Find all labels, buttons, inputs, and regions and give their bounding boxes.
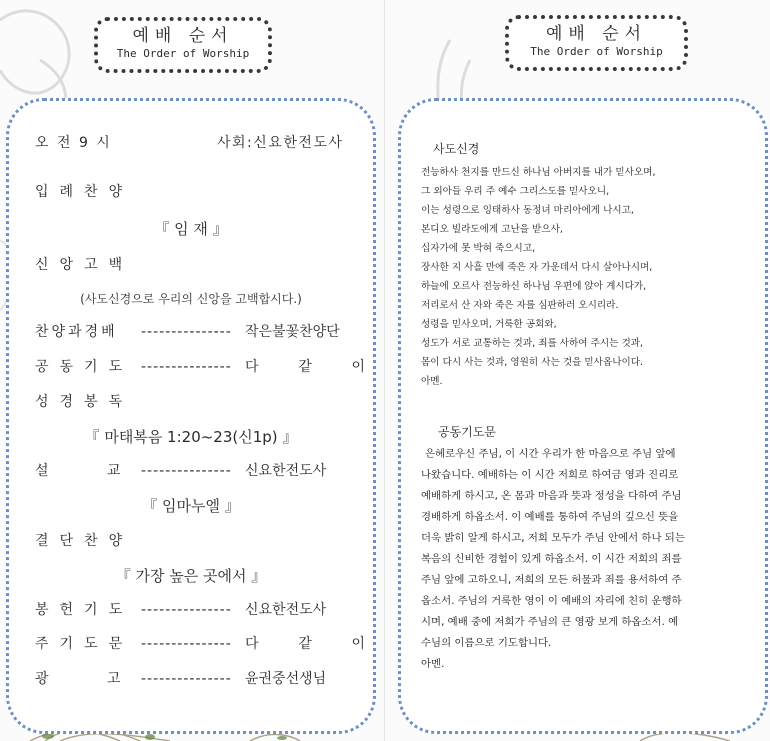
- lords-prayer-label: 주기도문: [35, 636, 134, 652]
- notice-label: 광 고: [35, 671, 121, 687]
- common-prayer-heading: 공동기도문: [438, 425, 496, 439]
- notice-value: 윤권중선생님: [245, 671, 327, 687]
- service-time: 오 전 9 시: [35, 135, 110, 151]
- creed-line: 성령을 믿사오며, 거룩한 공회와,: [421, 319, 557, 330]
- sermon-dashes: ---------------: [141, 463, 232, 479]
- praise-label: 찬양과경배: [35, 324, 118, 340]
- creed-line: 장사한 지 사흘 만에 죽은 자 가운데서 다시 살아나시며,: [421, 262, 653, 273]
- notice-dashes: ---------------: [141, 671, 232, 687]
- prayer-line: 은혜로우신 주님, 이 시간 우리가 한 마음으로 주님 앞에: [425, 448, 676, 460]
- prayer-dashes: ---------------: [141, 359, 232, 375]
- left-title-english: The Order of Worship: [116, 47, 250, 60]
- entrance-song-title: 『 임 재 』: [154, 220, 228, 238]
- offering-prayer-label: 봉헌기도: [35, 602, 134, 618]
- creed-line: 저리로서 산 자와 죽은 자를 심판하러 오시리라.: [421, 300, 619, 311]
- page-fold-line: [384, 0, 385, 741]
- praise-value: 작은불꽃찬양단: [245, 324, 340, 340]
- right-title-korean: 예배 순서: [545, 24, 648, 44]
- creed-line: 성도가 서로 교통하는 것과, 죄를 사하여 주시는 것과,: [421, 338, 644, 349]
- creed-line: 그 외아들 우리 주 예수 그리스도를 믿사오니,: [421, 186, 610, 197]
- prayer-line: 시며, 예배 중에 저희가 주님의 큰 영광 보게 하옵소서. 예: [421, 616, 679, 628]
- decision-hymn-label: 결단찬양: [35, 533, 134, 549]
- prayer-line: 수님의 이름으로 기도합니다.: [421, 637, 552, 649]
- prayer-label: 공동기도: [35, 359, 134, 375]
- sermon-title: 『 임마누엘 』: [142, 497, 240, 515]
- prayer-line: 나왔습니다. 예배하는 이 시간 저희로 하여금 영과 진리로: [421, 469, 679, 481]
- reading-passage: 『 마태복음 1:20~23(신1p) 』: [84, 428, 298, 446]
- creed-line: 몸이 다시 사는 것과, 영원히 사는 것을 믿사옵나이다.: [421, 357, 644, 368]
- right-title-box: [505, 15, 688, 71]
- presider: 사회:신요한전도사: [217, 135, 344, 151]
- decision-song-title: 『 가장 높은 곳에서 』: [115, 567, 267, 585]
- prayer-line: 경배하게 하옵소서. 이 예배를 통하여 주님의 깊으신 뜻을: [421, 511, 679, 523]
- praise-dashes: ---------------: [141, 324, 232, 340]
- confession-note: (사도신경으로 우리의 신앙을 고백합시다.): [80, 292, 302, 306]
- left-title-korean: 예배 순서: [132, 26, 234, 46]
- prayer-line: 더욱 밝히 알게 하시고, 저희 모두가 주님 안에서 하나 되는: [421, 532, 685, 544]
- right-title-english: The Order of Worship: [530, 45, 663, 58]
- prayer-line: 복음의 신비한 경험이 있게 하옵소서. 이 시간 저희의 죄를: [421, 553, 682, 565]
- prayer-line: 옵소서. 주님의 거룩한 영이 이 예배의 자리에 친히 운행하: [421, 595, 682, 607]
- prayer-line: 주님 앞에 고하오니, 저희의 모든 허물과 죄를 용서하여 주: [421, 574, 682, 586]
- creed-line: 본디오 빌라도에게 고난을 받으사,: [421, 224, 563, 235]
- order-of-service-panel: [6, 98, 376, 734]
- offering-dashes: ---------------: [141, 602, 232, 618]
- left-title-box: [94, 17, 272, 73]
- creed-line: 아멘.: [421, 376, 443, 387]
- creed-line: 전능하사 천지를 만드신 하나님 아버지를 내가 믿사오며,: [421, 167, 656, 178]
- offering-value: 신요한전도사: [245, 602, 327, 618]
- reading-label: 성경봉독: [35, 394, 134, 410]
- lords-prayer-value: 다 같 이: [245, 636, 365, 652]
- creed-line: 십자가에 못 박혀 죽으시고,: [421, 243, 536, 254]
- lords-prayer-dashes: ---------------: [141, 636, 232, 652]
- sermon-label: 설 교: [35, 463, 121, 479]
- prayer-line: 예배하게 하시고, 온 몸과 마음과 뜻과 정성을 다하여 주님: [421, 490, 682, 502]
- prayer-line: 아멘.: [421, 658, 445, 670]
- creed-line: 이는 성령으로 잉태하사 동정녀 마리아에게 나시고,: [421, 205, 634, 216]
- confession-label: 신앙고백: [35, 257, 134, 273]
- entrance-hymn-label: 입례찬양: [35, 184, 134, 200]
- creed-prayer-panel: [398, 98, 768, 734]
- apostles-creed-heading: 사도신경: [433, 142, 480, 156]
- creed-line: 하늘에 오르사 전능하신 하나님 우편에 앉아 계시다가,: [421, 281, 647, 292]
- prayer-value: 다 같 이: [245, 359, 365, 375]
- sermon-preacher: 신요한전도사: [245, 463, 327, 479]
